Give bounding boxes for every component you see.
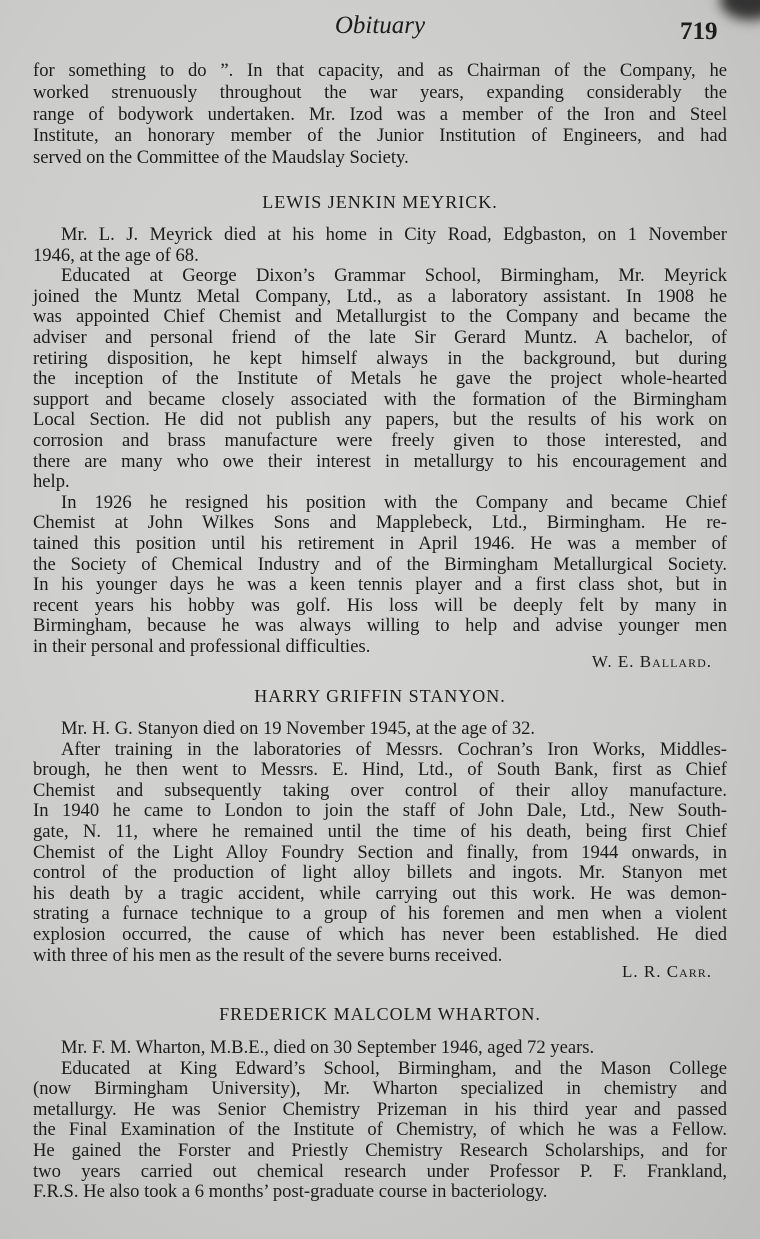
obituary-body-wharton: [33, 1038, 727, 1203]
text-line: the Society of Chemical Industry and of the Birmingham Metallurgical Society.: [33, 553, 727, 575]
text-line: Mr. L. J. Meyrick died at his home in City Road, Edgbaston, on 1 November: [61, 224, 727, 245]
text-line: Chemist and subsequently taking over control of their alloy manufacture.: [33, 779, 727, 801]
text-line: for something to do ”. In that capacity, and as Chairman of the Company, he: [33, 60, 727, 81]
text-line: served on the Committee of the Maudslay Society.: [33, 147, 409, 169]
text-line: 1946, at the age of 68.: [33, 244, 199, 266]
page-number: 719: [680, 18, 718, 45]
text-line: was appointed Chief Chemist and Metallurgist to the Company and became the: [33, 306, 727, 328]
text-line: Chemist of the Light Alloy Foundry Section and finally, from 1944 onwards, in: [33, 841, 727, 863]
text-line: Mr. F. M. Wharton, M.B.E., died on 30 September 1946, aged 72 years.: [61, 1037, 595, 1058]
text-line: gate, N. 11, where he remained until the time of his death, being first Chief: [33, 820, 727, 842]
text-line: adviser and personal friend of the late Sir Gerard Muntz. A bachelor, of: [33, 326, 727, 348]
signature-stanyon: L. R. Carr.: [622, 962, 712, 981]
obituary-heading-wharton: FREDERICK MALCOLM WHARTON.: [219, 1004, 541, 1024]
text-line: metallurgy. He was Senior Chemistry Prizeman in his third year and passed: [33, 1098, 727, 1120]
text-line: recent years his hobby was golf. His loss will be deeply felt by many in: [33, 594, 727, 616]
text-line: help.: [33, 471, 70, 493]
text-line: the Final Examination of the Institute of Chemistry, of which he was a Fellow.: [33, 1119, 727, 1141]
obituary-heading-meyrick: LEWIS JENKIN MEYRICK.: [262, 192, 498, 212]
text-line: Chemist at John Wilkes Sons and Mapplebeck, Ltd., Birmingham. He re-: [33, 512, 727, 534]
text-line: brough, he then went to Messrs. E. Hind, Ltd., of South Bank, first as Chief: [33, 759, 727, 781]
text-line: In his younger days he was a keen tennis player and a first class shot, but in: [33, 574, 727, 596]
text-line: corrosion and brass manufacture were freely given to those interested, and: [33, 429, 727, 451]
text-line: in their personal and professional difficulties.: [33, 635, 371, 657]
text-line: two years carried out chemical research under Professor P. F. Frankland,: [33, 1160, 727, 1182]
text-line: F.R.S. He also took a 6 months’ post-graduate course in bacteriology.: [33, 1181, 548, 1203]
text-line: support and became closely associated with the formation of the Birmingham: [33, 388, 727, 410]
obituary-heading-stanyon: HARRY GRIFFIN STANYON.: [254, 686, 506, 706]
obituary-body-stanyon: [33, 719, 727, 966]
obituary-body-meyrick: [33, 225, 727, 657]
text-line: Birmingham, because he was always willing to help and advise younger men: [33, 615, 727, 637]
intro-paragraph: [33, 60, 727, 169]
text-line: strating a furnace technique to a group of his foremen and men when a violent: [33, 903, 727, 925]
text-line: He gained the Forster and Priestly Chemistry Research Scholarships, and for: [33, 1139, 727, 1161]
text-line: Local Section. He did not publish any papers, but the results of his work on: [33, 409, 727, 431]
text-line: Educated at George Dixon’s Grammar School, Birmingham, Mr. Meyrick: [61, 265, 727, 287]
text-line: tained this position until his retirement in April 1946. He was a member of: [33, 532, 727, 554]
text-line: the inception of the Institute of Metals he gave the project whole-hearted: [33, 368, 727, 390]
text-line: with three of his men as the result of the severe burns received.: [33, 944, 503, 966]
text-line: Mr. H. G. Stanyon died on 19 November 1945, at the age of 32.: [61, 718, 536, 739]
text-line: control of the production of light alloy billets and ingots. Mr. Stanyon met: [33, 862, 727, 884]
text-line: In 1926 he resigned his position with the Company and became Chief: [61, 491, 727, 513]
text-line: worked strenuously throughout the war years, expanding considerably the: [33, 81, 727, 103]
running-header-title: Obituary: [334, 12, 426, 39]
text-line: his death by a tragic accident, while carrying out this work. He was demon-: [33, 882, 727, 904]
text-line: retiring disposition, he kept himself always in the background, but during: [33, 347, 727, 369]
text-line: explosion occurred, the cause of which has never been established. He died: [33, 923, 727, 945]
text-line: After training in the laboratories of Messrs. Cochran’s Iron Works, Middles-: [61, 738, 727, 760]
text-line: Educated at King Edward’s School, Birmingham, and the Mason College: [61, 1057, 727, 1079]
text-line: (now Birmingham University), Mr. Wharton specialized in chemistry and: [33, 1078, 727, 1100]
text-line: there are many who owe their interest in metallurgy to his encouragement and: [33, 450, 727, 472]
text-line: joined the Muntz Metal Company, Ltd., as a laboratory assistant. In 1908 he: [33, 285, 727, 307]
text-line: range of bodywork undertaken. Mr. Izod was a member of the Iron and Steel: [33, 103, 727, 125]
text-line: Institute, an honorary member of the Junior Institution of Engineers, and had: [33, 125, 727, 147]
signature-meyrick: W. E. Ballard.: [591, 652, 712, 671]
text-line: In 1940 he came to London to join the staff of John Dale, Ltd., New South-: [33, 800, 727, 822]
